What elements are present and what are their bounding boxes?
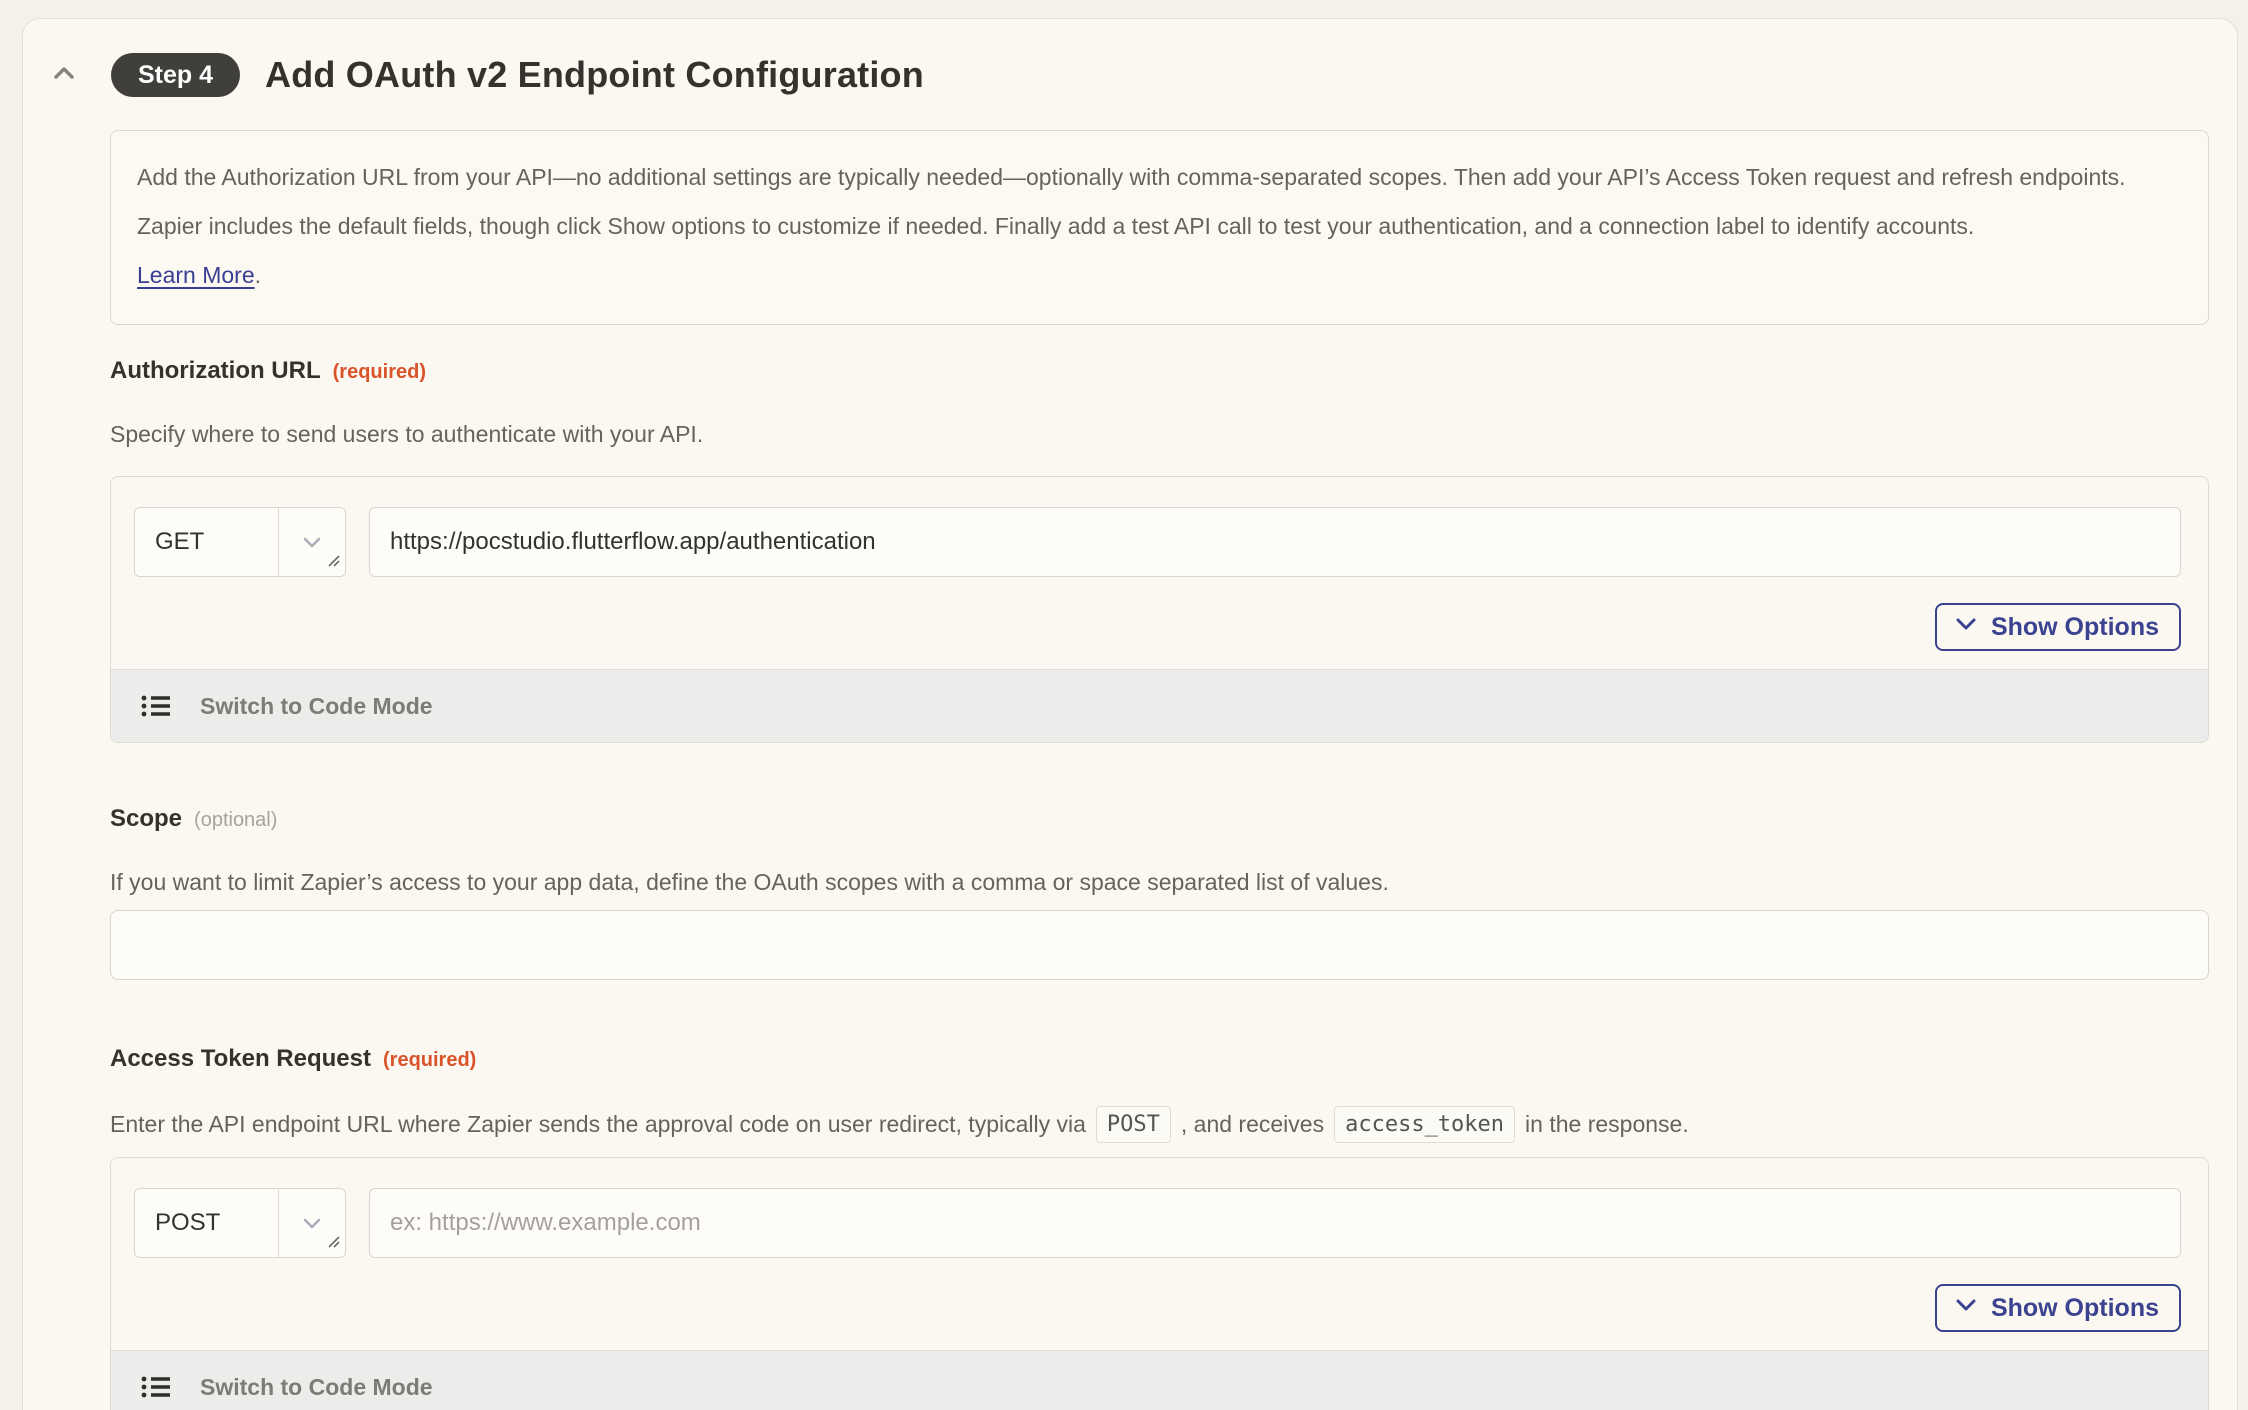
list-icon: [140, 1372, 172, 1402]
token-show-options-button[interactable]: [1935, 1284, 2181, 1332]
access-token-label-row: [110, 1045, 2207, 1073]
post-code-chip: POST: [1096, 1106, 1171, 1143]
access-token-description: [110, 1106, 2207, 1143]
token-show-options-label: Show Options: [1990, 1293, 2159, 1322]
info-box: [110, 130, 2209, 325]
info-text-period: .: [254, 262, 262, 288]
resize-grip-icon[interactable]: [326, 1234, 341, 1254]
scope-label: Scope: [110, 805, 183, 832]
token-method-select[interactable]: [134, 1188, 346, 1258]
authorization-url-input[interactable]: [369, 507, 2181, 577]
step-badge: [111, 53, 240, 97]
auth-show-options-button[interactable]: [1935, 603, 2181, 651]
access-token-method-row: [134, 1188, 2181, 1258]
step-card: [22, 18, 2238, 1410]
authorization-url-required-tag: (required): [332, 361, 426, 383]
access-token-desc-part1: Enter the API endpoint URL where Zapier sends the approval code on user redirect, typically via: [110, 1111, 1086, 1137]
learn-more-link[interactable]: Learn More: [137, 262, 255, 288]
chevron-down-icon: [1953, 611, 1979, 644]
resize-grip-icon[interactable]: [326, 553, 341, 573]
scope-description: If you want to limit Zapier’s access to your app data, define the OAuth scopes with a comma or space separated list of values.: [110, 869, 1389, 895]
collapse-step-button[interactable]: [47, 58, 81, 92]
token-code-mode-label: Switch to Code Mode: [200, 1373, 433, 1400]
authorization-url-label: Authorization URL: [110, 357, 321, 384]
token-method-value: POST: [155, 1209, 221, 1236]
authorization-url-description: Specify where to send users to authenticate with your API.: [110, 421, 704, 447]
access-token-required-tag: (required): [383, 1049, 477, 1071]
auth-show-options-label: Show Options: [1990, 612, 2159, 641]
access-token-desc-part3: in the response.: [1525, 1111, 1689, 1137]
access-token-code-chip: access_token: [1334, 1106, 1515, 1143]
list-icon: [140, 691, 172, 721]
access-token-label: Access Token Request: [110, 1045, 371, 1072]
access-token-url-input[interactable]: [369, 1188, 2181, 1258]
authorization-url-method-row: [134, 507, 2181, 577]
info-text: Add the Authorization URL from your API—no additional settings are typically needed—optionally with comma-separated scopes. Then add your API’s Access Token request and refresh endpoints. Zapier includes the default fields, though click Show options to customize if needed. Finally add a test API call to test your authentication, and a connection label to identify accounts.: [137, 164, 2126, 239]
authorization-url-label-row: [110, 357, 2207, 385]
auth-options-row: [111, 603, 2181, 651]
access-token-field-group: [110, 1157, 2209, 1410]
step-header: [47, 53, 2237, 97]
auth-switch-to-code-mode[interactable]: [111, 669, 2208, 742]
auth-code-mode-label: Switch to Code Mode: [200, 692, 433, 719]
auth-method-value: GET: [155, 528, 205, 555]
page-title: Add OAuth v2 Endpoint Configuration: [265, 54, 924, 95]
scope-label-row: [110, 805, 2207, 833]
chevron-down-icon: [1953, 1292, 1979, 1325]
step-badge-label: Step 4: [138, 60, 214, 89]
scope-optional-tag: (optional): [194, 809, 278, 831]
auth-method-select[interactable]: [134, 507, 346, 577]
authorization-url-field-group: [110, 476, 2209, 743]
scope-input[interactable]: [110, 910, 2209, 980]
token-options-row: [111, 1284, 2181, 1332]
chevron-up-icon: [49, 58, 79, 93]
access-token-desc-part2: , and receives: [1180, 1111, 1325, 1137]
token-switch-to-code-mode[interactable]: [111, 1350, 2208, 1410]
